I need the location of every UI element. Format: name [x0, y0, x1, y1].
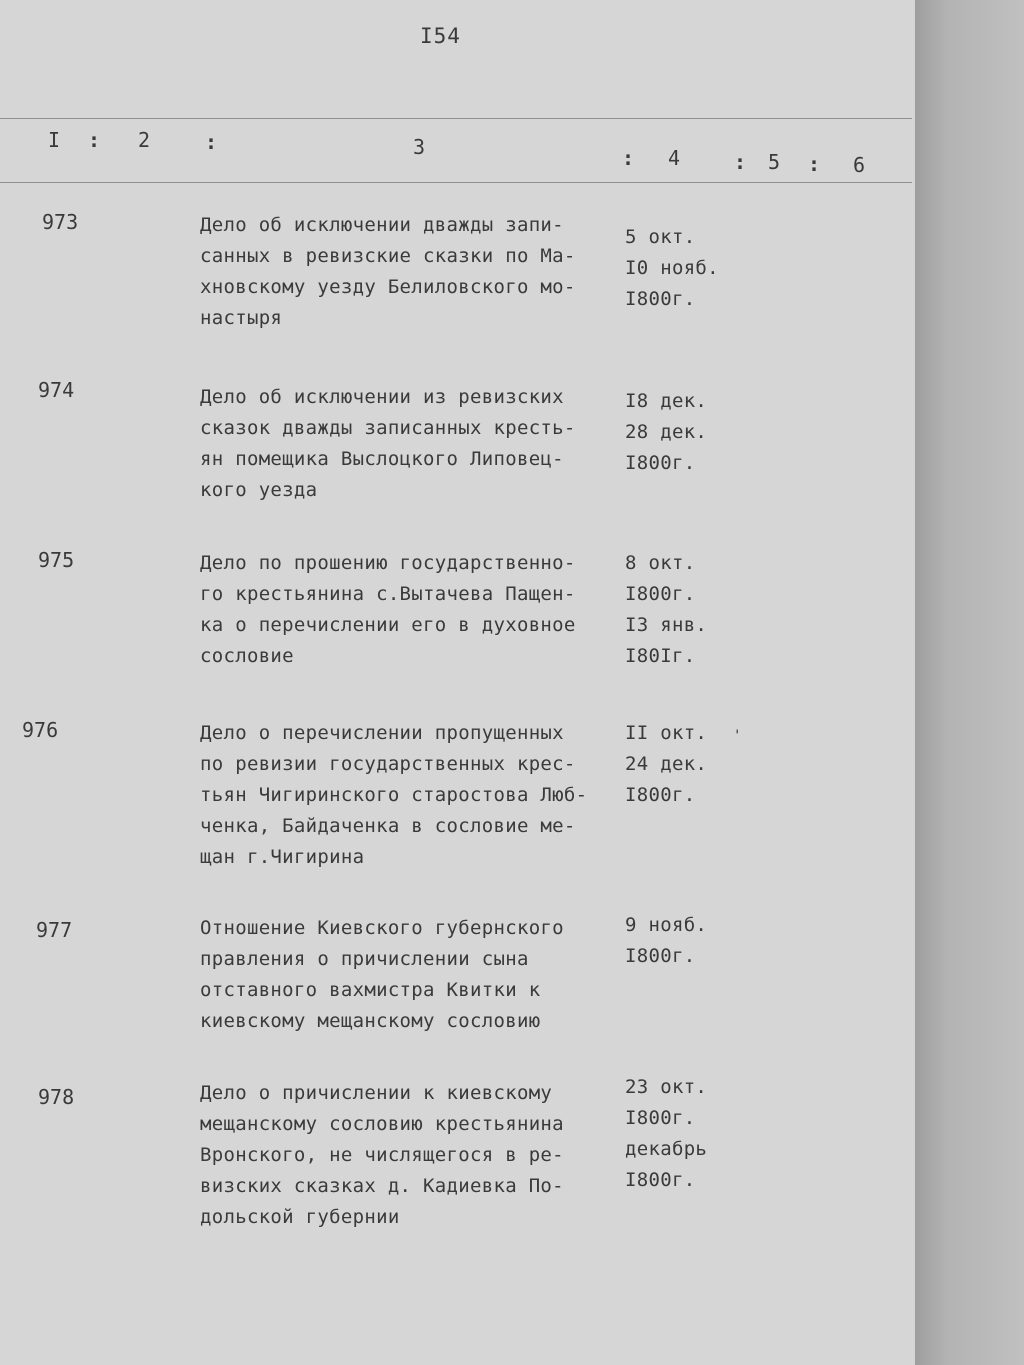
date-line: 23 окт.: [625, 1076, 708, 1098]
description-line: сказок дважды записанных кресть-: [200, 417, 576, 439]
description-line: дольской губернии: [200, 1206, 400, 1228]
column-separator: :: [205, 130, 218, 154]
date-line: I800г.: [625, 945, 696, 967]
date-line: 9 нояб.: [625, 914, 708, 936]
date-line: II окт.: [625, 722, 708, 744]
description-line: по ревизии государственных крес-: [200, 753, 576, 775]
date-line: декабрь: [625, 1138, 708, 1160]
entry-number: 975: [38, 548, 75, 572]
header-top-rule: [0, 118, 912, 119]
page-edge-shadow: [915, 0, 1024, 1365]
entry-number: 978: [38, 1085, 75, 1109]
description-line: санных в ревизские сказки по Ма-: [200, 245, 576, 267]
description-line: ян помещика Выслоцкого Липовец-: [200, 448, 564, 470]
date-line: 28 дек.: [625, 421, 708, 443]
date-line: I800г.: [625, 1107, 696, 1129]
column-separator: :: [622, 146, 635, 170]
date-line: I8 дек.: [625, 390, 708, 412]
entry-dates: [625, 718, 707, 811]
header-bottom-rule: [0, 182, 912, 183]
entry-dates: [625, 1072, 707, 1196]
column-number-2: 2: [138, 128, 151, 152]
column-number-3: 3: [413, 135, 426, 159]
description-line: мещанскому сословию крестьянина: [200, 1113, 564, 1135]
description-line: визских сказках д. Кадиевка По-: [200, 1175, 564, 1197]
column-separator: :: [734, 150, 747, 174]
date-line: 5 окт.: [625, 226, 696, 248]
date-line: I80Iг.: [625, 645, 696, 667]
description-line: кого уезда: [200, 479, 318, 501]
description-line: сословие: [200, 645, 294, 667]
date-line: I800г.: [625, 452, 696, 474]
description-line: тьян Чигиринского старостова Люб-: [200, 784, 588, 806]
description-line: киевскому мещанскому сословию: [200, 1010, 541, 1032]
date-line: I800г.: [625, 1169, 696, 1191]
description-line: го крестьянина с.Вытачева Пащен-: [200, 583, 576, 605]
column-separator: :: [88, 128, 101, 152]
entry-description: [200, 548, 640, 672]
entry-description: [200, 913, 640, 1037]
description-line: Дело об исключении из ревизских: [200, 386, 564, 408]
description-line: Дело о причислении к киевскому: [200, 1082, 553, 1104]
date-line: I800г.: [625, 288, 696, 310]
entry-dates: [625, 386, 707, 479]
description-line: правления о причислении сына: [200, 948, 529, 970]
description-line: ченка, Байдаченка в сословие ме-: [200, 815, 576, 837]
entry-description: [200, 210, 640, 334]
column-number-1: I: [48, 128, 61, 152]
entry-description: [200, 718, 640, 873]
stray-mark: ': [733, 728, 742, 744]
entry-description: [200, 382, 640, 506]
date-line: I0 нояб.: [625, 257, 719, 279]
column-separator: :: [808, 152, 821, 176]
description-line: Отношение Киевского губернского: [200, 917, 564, 939]
description-line: Дело об исключении дважды запи-: [200, 214, 564, 236]
date-line: 8 окт.: [625, 552, 696, 574]
column-number-5: 5: [768, 150, 781, 174]
entry-number: 977: [36, 918, 73, 942]
entry-dates: [625, 548, 707, 672]
date-line: 24 дек.: [625, 753, 708, 775]
column-number-6: 6: [853, 153, 866, 177]
description-line: Вронского, не числящегося в ре-: [200, 1144, 564, 1166]
date-line: I800г.: [625, 583, 696, 605]
description-line: щан г.Чигирина: [200, 846, 365, 868]
entry-description: [200, 1078, 640, 1233]
date-line: I3 янв.: [625, 614, 708, 636]
description-line: настыря: [200, 307, 283, 329]
description-line: отставного вахмистра Квитки к: [200, 979, 541, 1001]
entry-dates: [625, 910, 707, 972]
date-line: I800г.: [625, 784, 696, 806]
entry-number: 974: [38, 378, 75, 402]
page-number: I54: [420, 24, 461, 48]
description-line: хновскому уезду Белиловского мо-: [200, 276, 576, 298]
description-line: Дело по прошению государственно-: [200, 552, 576, 574]
description-line: Дело о перечислении пропущенных: [200, 722, 564, 744]
description-line: ка о перечислении его в духовное: [200, 614, 576, 636]
entry-dates: [625, 222, 719, 315]
entry-number: 973: [42, 210, 79, 234]
entry-number: 976: [22, 718, 59, 742]
column-number-4: 4: [668, 146, 681, 170]
